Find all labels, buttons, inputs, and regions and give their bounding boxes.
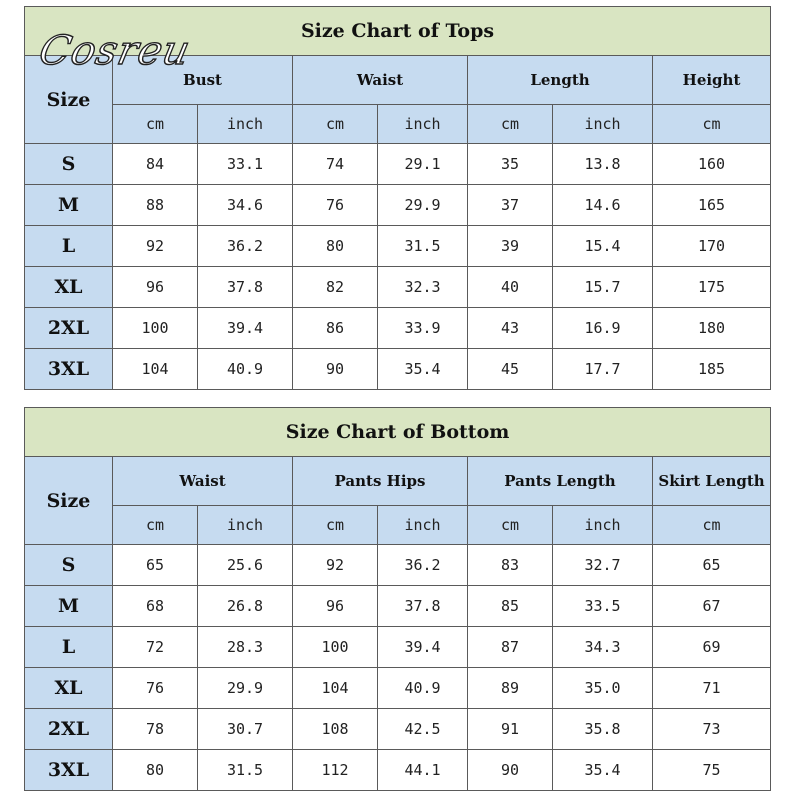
tops-size-table: [24, 6, 771, 390]
table-cell: 36.2: [198, 226, 293, 267]
unit-header: cm: [653, 506, 771, 545]
size-label: 3XL: [25, 349, 113, 390]
table-cell: 31.5: [378, 226, 468, 267]
table-title-row: [25, 7, 771, 56]
table-row: [25, 586, 771, 627]
table-cell: 15.7: [553, 267, 653, 308]
group-header: Bust: [113, 56, 293, 105]
table-cell: 35.4: [553, 750, 653, 791]
table-row: [25, 267, 771, 308]
unit-header: inch: [553, 105, 653, 144]
table-cell: 44.1: [378, 750, 468, 791]
unit-header: cm: [653, 105, 771, 144]
unit-header: cm: [293, 105, 378, 144]
group-header: Pants Hips: [293, 457, 468, 506]
table-cell: 100: [293, 627, 378, 668]
size-label: M: [25, 185, 113, 226]
group-header: Waist: [113, 457, 293, 506]
table-cell: 33.9: [378, 308, 468, 349]
table-title: Size Chart of Tops: [25, 7, 771, 56]
size-label: XL: [25, 668, 113, 709]
table-cell: 92: [293, 545, 378, 586]
table-cell: 72: [113, 627, 198, 668]
table-cell: 17.7: [553, 349, 653, 390]
table-cell: 43: [468, 308, 553, 349]
table-cell: 76: [293, 185, 378, 226]
table-cell: 31.5: [198, 750, 293, 791]
size-label: M: [25, 586, 113, 627]
table-cell: 90: [468, 750, 553, 791]
table-cell: 73: [653, 709, 771, 750]
table-cell: 34.3: [553, 627, 653, 668]
bottom-size-table: [24, 407, 771, 791]
table-cell: 37.8: [378, 586, 468, 627]
table-cell: 75: [653, 750, 771, 791]
size-label: S: [25, 144, 113, 185]
table-cell: 104: [113, 349, 198, 390]
table-cell: 112: [293, 750, 378, 791]
table-cell: 84: [113, 144, 198, 185]
table-row: [25, 668, 771, 709]
table-cell: 165: [653, 185, 771, 226]
table-cell: 16.9: [553, 308, 653, 349]
brand-logo: Cosreu: [35, 28, 195, 74]
table-cell: 185: [653, 349, 771, 390]
table-cell: 30.7: [198, 709, 293, 750]
table-cell: 180: [653, 308, 771, 349]
group-header: Length: [468, 56, 653, 105]
unit-header: cm: [468, 105, 553, 144]
table-cell: 42.5: [378, 709, 468, 750]
group-header: Height: [653, 56, 771, 105]
table-cell: 90: [293, 349, 378, 390]
table-row: [25, 709, 771, 750]
table-cell: 29.1: [378, 144, 468, 185]
size-column-header: Size: [25, 56, 113, 144]
table-cell: 71: [653, 668, 771, 709]
table-cell: 160: [653, 144, 771, 185]
table-cell: 40.9: [378, 668, 468, 709]
table-cell: 104: [293, 668, 378, 709]
table-row: [25, 627, 771, 668]
size-column-header: Size: [25, 457, 113, 545]
table-cell: 69: [653, 627, 771, 668]
table-cell: 14.6: [553, 185, 653, 226]
unit-header-row: [25, 506, 771, 545]
table-cell: 82: [293, 267, 378, 308]
table-row: [25, 226, 771, 267]
size-label: 2XL: [25, 308, 113, 349]
table-row: [25, 750, 771, 791]
bottom-table-body: [25, 545, 771, 791]
table-cell: 87: [468, 627, 553, 668]
table-cell: 65: [113, 545, 198, 586]
table-cell: 92: [113, 226, 198, 267]
table-cell: 76: [113, 668, 198, 709]
table-cell: 39.4: [378, 627, 468, 668]
table-cell: 175: [653, 267, 771, 308]
table-cell: 86: [293, 308, 378, 349]
unit-header: cm: [113, 105, 198, 144]
table-cell: 96: [293, 586, 378, 627]
table-cell: 80: [293, 226, 378, 267]
table-cell: 26.8: [198, 586, 293, 627]
table-cell: 28.3: [198, 627, 293, 668]
table-cell: 83: [468, 545, 553, 586]
unit-header: inch: [198, 506, 293, 545]
table-row: [25, 144, 771, 185]
table-cell: 67: [653, 586, 771, 627]
table-cell: 32.3: [378, 267, 468, 308]
table-cell: 35.0: [553, 668, 653, 709]
size-label: L: [25, 226, 113, 267]
group-header-row: [25, 457, 771, 506]
table-title: Size Chart of Bottom: [25, 408, 771, 457]
unit-header: inch: [378, 105, 468, 144]
table-cell: 40: [468, 267, 553, 308]
size-label: 3XL: [25, 750, 113, 791]
unit-header: inch: [553, 506, 653, 545]
tops-table-body: [25, 144, 771, 390]
table-cell: 35.8: [553, 709, 653, 750]
size-label: 2XL: [25, 709, 113, 750]
table-cell: 32.7: [553, 545, 653, 586]
unit-header: cm: [468, 506, 553, 545]
unit-header: cm: [293, 506, 378, 545]
table-cell: 89: [468, 668, 553, 709]
table-cell: 96: [113, 267, 198, 308]
size-label: XL: [25, 267, 113, 308]
table-cell: 100: [113, 308, 198, 349]
table-title-row: [25, 408, 771, 457]
table-cell: 15.4: [553, 226, 653, 267]
table-cell: 37.8: [198, 267, 293, 308]
table-cell: 65: [653, 545, 771, 586]
table-cell: 33.1: [198, 144, 293, 185]
unit-header: inch: [198, 105, 293, 144]
table-cell: 13.8: [553, 144, 653, 185]
table-cell: 29.9: [378, 185, 468, 226]
table-cell: 170: [653, 226, 771, 267]
table-row: [25, 545, 771, 586]
group-header: Waist: [293, 56, 468, 105]
table-cell: 29.9: [198, 668, 293, 709]
table-cell: 78: [113, 709, 198, 750]
table-cell: 68: [113, 586, 198, 627]
table-cell: 36.2: [378, 545, 468, 586]
unit-header-row: [25, 105, 771, 144]
table-cell: 33.5: [553, 586, 653, 627]
table-row: [25, 349, 771, 390]
size-label: S: [25, 545, 113, 586]
table-cell: 45: [468, 349, 553, 390]
table-cell: 37: [468, 185, 553, 226]
unit-header: inch: [378, 506, 468, 545]
group-header: Pants Length: [468, 457, 653, 506]
table-cell: 39: [468, 226, 553, 267]
table-row: [25, 308, 771, 349]
size-label: L: [25, 627, 113, 668]
table-cell: 108: [293, 709, 378, 750]
table-cell: 34.6: [198, 185, 293, 226]
table-cell: 39.4: [198, 308, 293, 349]
group-header: Skirt Length: [653, 457, 771, 506]
table-cell: 25.6: [198, 545, 293, 586]
unit-header: cm: [113, 506, 198, 545]
table-row: [25, 185, 771, 226]
table-cell: 91: [468, 709, 553, 750]
table-cell: 35: [468, 144, 553, 185]
table-cell: 85: [468, 586, 553, 627]
table-cell: 80: [113, 750, 198, 791]
table-cell: 35.4: [378, 349, 468, 390]
table-cell: 74: [293, 144, 378, 185]
table-cell: 40.9: [198, 349, 293, 390]
group-header-row: [25, 56, 771, 105]
table-cell: 88: [113, 185, 198, 226]
